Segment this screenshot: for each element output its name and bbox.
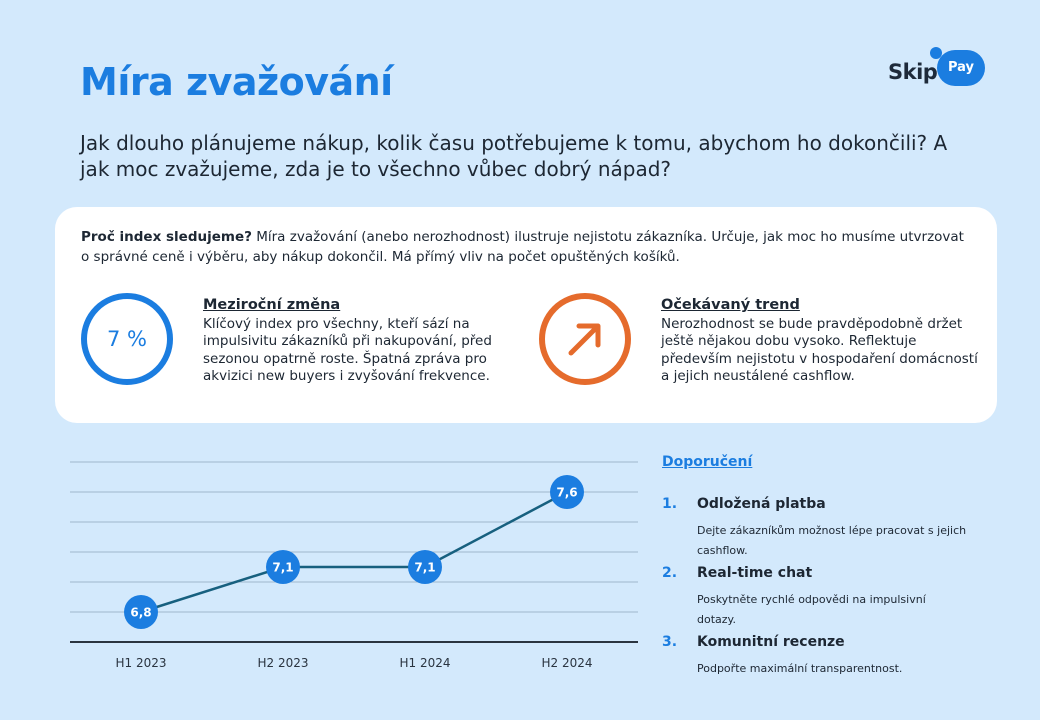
why-label: Proč index sledujeme? (81, 229, 252, 245)
recommendation-number: 3. (662, 634, 678, 650)
x-tick-label: H2 2023 (257, 656, 309, 670)
trend-block (661, 297, 981, 386)
why-text: Míra zvažování (anebo nerozhodnost) ilustruje nejistotu zákazníka. Určuje, jak moc ho musíme utvrzovat o správné ceně i výběru, aby nákup dokončil. Má přímý vliv na počet opuštěných košíků. (81, 229, 964, 265)
data-label: 7,6 (556, 485, 578, 500)
recommendation-description: Dejte zákazníkům možnost lépe pracovat s jejich cashflow. (697, 524, 967, 557)
page-title: Míra zvažování (80, 60, 393, 104)
recommendation-number: 1. (662, 496, 678, 512)
recommendation-number: 2. (662, 565, 678, 581)
yoy-heading: Meziroční změna (203, 297, 341, 313)
recommendation-item (662, 496, 992, 565)
arrow-up-right-icon (563, 317, 607, 361)
why-paragraph (81, 227, 971, 267)
yoy-value: 7 % (107, 327, 147, 351)
recommendation-item (662, 565, 992, 634)
chart-svg (60, 440, 650, 680)
recommendation-description: Podpořte maximální transparentnost. (697, 662, 903, 675)
index-card (55, 207, 997, 423)
x-tick-label: H1 2024 (399, 656, 451, 670)
logo-pay-badge: Pay (937, 50, 985, 86)
index-line-chart (60, 440, 650, 680)
recommendation-title: Odložená platba (697, 496, 826, 512)
recommendations-list (662, 496, 992, 703)
yoy-block (203, 297, 523, 386)
recommendations-heading: Doporučení (662, 454, 753, 470)
data-label: 7,1 (272, 560, 294, 575)
x-tick-label: H2 2024 (541, 656, 593, 670)
recommendation-title: Komunitní recenze (697, 634, 845, 650)
recommendation-description: Poskytněte rychlé odpovědi na impulsivní dotazy. (697, 593, 926, 626)
lead-question: Jak dlouho plánujeme nákup, kolik času potřebujeme k tomu, abychom ho dokončili? A jak moc zvažujeme, zda je to všechno vůbec dobrý nápad? (80, 131, 948, 181)
data-label: 6,8 (130, 605, 152, 620)
yoy-text: Klíčový index pro všechny, kteří sází na impulsivitu zákazníků při nakupování, před sezonou opatrně roste. Špatná zpráva pro akvizici new buyers i zvyšování frekvence. (203, 315, 492, 384)
trend-heading: Očekávaný trend (661, 297, 800, 313)
yoy-ring (81, 293, 173, 385)
data-label: 7,1 (414, 560, 436, 575)
trend-ring (539, 293, 631, 385)
x-tick-label: H1 2023 (115, 656, 167, 670)
recommendation-title: Real-time chat (697, 565, 813, 581)
recommendation-item (662, 634, 992, 703)
skippay-logo (886, 46, 986, 96)
logo-skip-text: Skip (888, 60, 938, 84)
trend-text: Nerozhodnost se bude pravděpodobně držet ještě nějakou dobu vysoko. Reflektuje především nejistotu v hospodaření domácností a jejich neustálené cashflow. (661, 315, 978, 384)
